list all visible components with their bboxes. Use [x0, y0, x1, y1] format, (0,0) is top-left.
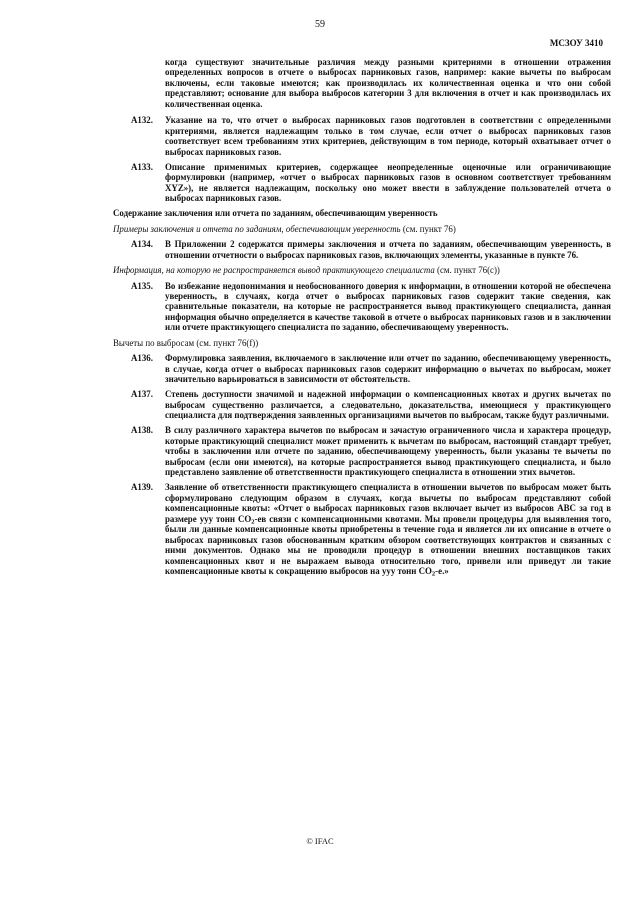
paragraph-number: A137. [131, 389, 153, 400]
paragraph-a139 [113, 482, 611, 576]
paragraph-a134 [113, 239, 611, 260]
paragraph-number: A138. [131, 425, 153, 436]
footer-copyright: © IFAC [306, 836, 334, 846]
paragraph-number: A134. [131, 239, 153, 250]
standard-code: МСЗОУ 3410 [549, 38, 603, 48]
section-heading: Содержание заключения или отчета по заданиям, обеспечивающим уверенность [113, 208, 438, 219]
page-number: 59 [315, 19, 325, 30]
paragraph-text: В силу различного характера вычетов по выбросам и зачастую ограниченного числа и характера процедур, которые практикующий специалист может применить к вычетам по выбросам, настоящий стандарт требует, чтобы в заключении или отчете по заданию, обеспечивающему уверенность, были указаны те вычеты по выбросам (если они имеются), на которые распространяется вывод практикующего специалиста, и было представлено заявление об ответственности практикующего специалиста в отношении этих вычетов. [165, 425, 611, 478]
document-body [113, 57, 611, 581]
paragraph-number: A132. [131, 115, 153, 126]
paragraph-text [165, 482, 611, 576]
subscript: 2 [431, 570, 436, 578]
subsection-title: Примеры заключения и отчета по заданиям, обеспечивающим уверенность [113, 223, 401, 234]
paragraph-text: Указание на то, что отчет о выбросах парниковых газов подготовлен в соответствии с определенными критериями, является надлежащим только в том случае, если отчет о выбросах парниковых газов соответствует всем требованиям этих критериев, действующим в том периоде, который охватывает отчет о выбросах парниковых газов. [165, 115, 611, 157]
paragraph-a133 [113, 162, 611, 204]
paragraph-number: A136. [131, 353, 153, 364]
paragraph-text: Степень доступности значимой и надежной информации о компенсационных квотах и других вычетах по выбросам существенно различается, а следовательно, доказательства, имеющиеся у практикующего специалиста для подтверждения заявленных организациями вычетов по выбросам, также будут различными. [165, 389, 611, 421]
text-segment: -е.» [435, 566, 449, 577]
paragraph-number: A139. [131, 482, 153, 493]
text-segment: Заявление об ответственности практикующего специалиста в отношении вычетов по выбросам может быть сформулировано следующим образом в случаях, когда вычеты по выбросам представляют собой компенсационные квоты: «Отчет о выбросах парниковых газов включает вычет из выбросов ABC за год в размере ууу тонн CO [165, 482, 611, 524]
paragraph-a135 [113, 281, 611, 333]
subsection-heading-information [113, 265, 611, 275]
paragraph-a137 [113, 389, 611, 420]
continued-paragraph [113, 57, 611, 109]
paragraph-a132 [113, 115, 611, 157]
paragraph-text: Во избежание недопонимания и необоснованного доверия к информации, в отношении которой не обеспечена уверенность, в случаях, когда отчет о выбросах парниковых газов содержит такие сведения, как сравнительные показатели, на которые не распространяется вывод практикующего специалиста, данная информация обычно определяется в качестве таковой в отчете о выбросах парниковых газов и в заключении или отчете практикующего специалиста по заданию, обеспечивающему уверенность. [165, 280, 611, 333]
subsection-reference: (см. пункт 76(с)) [434, 265, 500, 276]
paragraph-text: В Приложении 2 содержатся примеры заключения и отчета по заданиям, обеспечивающим уверенность, в отношении отчетности о выбросах парниковых газов, включающих элементы, указанные в пункте 76. [165, 239, 611, 260]
paragraph-number: A133. [131, 161, 153, 172]
paragraph-text: Формулировка заявления, включаемого в заключение или отчет по заданию, обеспечивающему уверенность, в случае, когда отчет о выбросах парниковых газов содержит информацию о вычетах по выбросам, может значительно варьироваться в зависимости от обстоятельств. [165, 353, 611, 384]
subsection-title: Информация, на которую не распространяется вывод практикующего специалиста [113, 265, 435, 276]
paragraph-a136 [113, 353, 611, 384]
paragraph-text: Описание применимых критериев, содержащее неопределенные оценочные или ограничивающие формулировки (например, «отчет о выбросах парниковых газов в основном соответствует требованиям XYZ»), не является надлежащим, поскольку оно может ввести в заблуждение пользователей отчета о выбросах парниковых газов. [165, 161, 611, 204]
subsection-heading-deductions: Вычеты по выбросам (см. пункт 76(f)) [113, 337, 259, 348]
subsection-reference: (см. пункт 76) [400, 223, 456, 234]
paragraph-number: A135. [131, 280, 153, 291]
subsection-heading-examples [113, 224, 611, 234]
text-segment: -ев связи с компенсационными квотами. Мы провели процедуры для выявления того, были ли данные компенсационные квоты приобретены в течение года и является ли их описание в отчете о выбросах парниковых газов обоснованным кратким обзором соответствующих контрактов и связанных с ними документов. Однако мы не проводили процедур в отношении внешних поставщиков таких компенсационных квот и не выражаем вывода относительно того, привели или приведут ли такие компенсационные квоты к сокращению выбросов на ууу тонн CO [165, 513, 611, 577]
subscript: 2 [251, 518, 255, 526]
paragraph-a138 [113, 425, 611, 477]
continued-paragraph-text: когда существуют значительные различия между разными критериями в отношении отражения определенных вопросов в отчете о выбросах парниковых газов, например: какие вычеты по выбросам включены, если таковые имеются; как производилась их количественная оценка и что они собой представляют; основание для выбора выбросов категории 3 для включения в отчет и как производилась их количественная оценка. [165, 57, 611, 109]
